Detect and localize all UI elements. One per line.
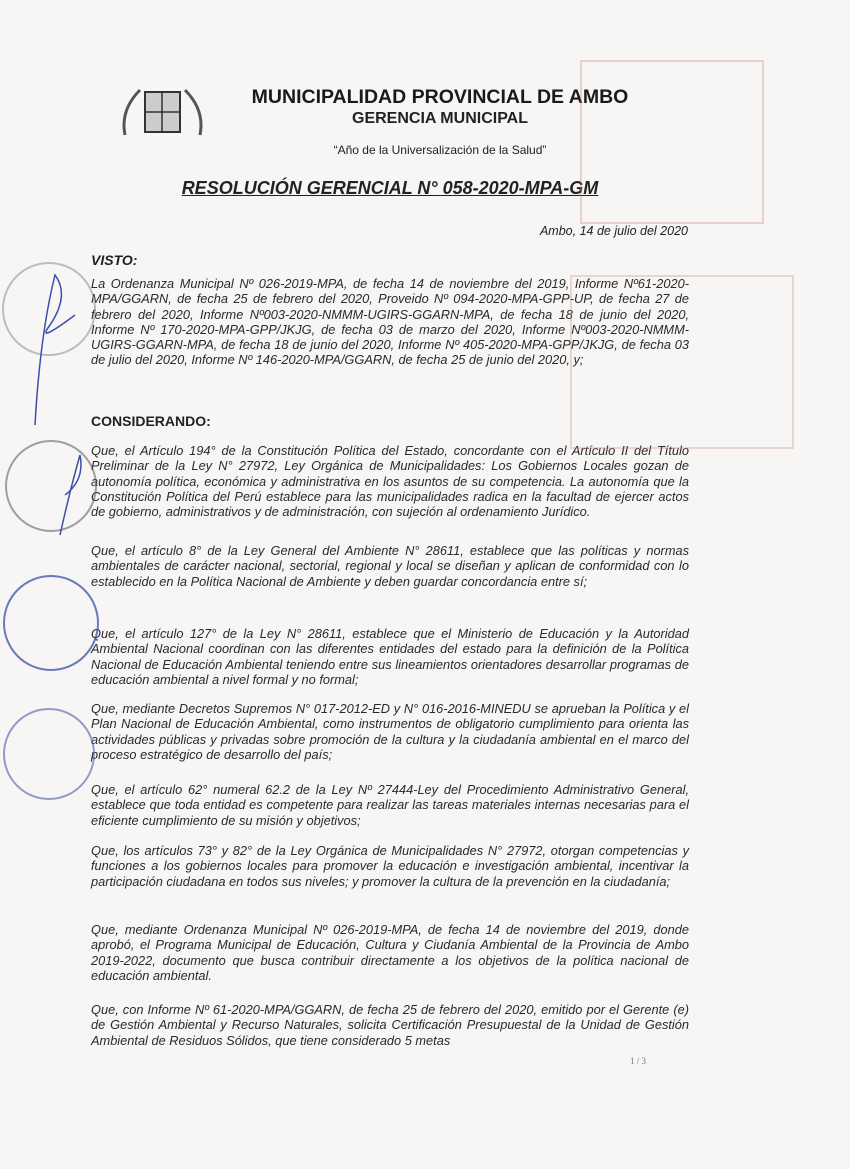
management-stamp (3, 708, 95, 800)
resolution-title: RESOLUCIÓN GERENCIAL N° 058-2020-MPA-GM (181, 178, 599, 198)
reception-stamp (570, 275, 794, 449)
paragraph: Que, el artículo 8° de la Ley General del Ambiente N° 28611, establece que las políticas y normas ambientales de carácter nacional, sectorial, regional y local se diseñan y aplican de conformidad con lo establecido en la Política Nacional de Ambiente y deben guardar concordancia entre sí; (91, 543, 689, 589)
environment-stamp (3, 575, 99, 671)
considerando-heading: CONSIDERANDO: (91, 413, 211, 429)
signature (50, 450, 90, 540)
paragraph: Que, los artículos 73° y 82° de la Ley Orgánica de Municipalidades N° 27972, otorgan competencias y funciones a los gobiernos locales para promover la educación e investigación ambiental, incentivar la participación ciudadana en todos sus niveles; y promover la cultura de la prevención en la ciudadanía; (91, 843, 689, 889)
paragraph: Que, con Informe Nº 61-2020-MPA/GGARN, de fecha 25 de febrero del 2020, emitido por el Gerente (e) de Gestión Ambiental y Recurso Naturales, solicita Certificación Presupuestal de la Unidad de Gestión Ambiental de Residuos Sólidos, que tiene considerado 5 metas (91, 1002, 689, 1048)
visto-heading: VISTO: (91, 252, 138, 268)
paragraph: Que, el artículo 62° numeral 62.2 de la Ley Nº 27444-Ley del Procedimiento Administrativo General, establece que toda entidad es competente para realizar las tareas materiales internas necesarias para el eficiente cumplimiento de su misión y objetivos; (91, 782, 689, 828)
visto-text: La Ordenanza Municipal Nº 026-2019-MPA, de fecha 14 de noviembre del 2019, Informe Nº61-2020-MPA/GGARN, de fecha 25 de febrero del 2020, Proveido Nº 094-2020-MPA-GPP-UP, de fecha 27 de febrero del 2020, Informe Nº003-2020-NMMM-UGIRS-GGARN-MPA, de fecha 18 de junio del 2020, Informe Nº 170-2020-MPA-GPP/JKJG, de fecha 03 de marzo del 2020, Informe Nº003-2020-NMMM-UGIRS-GGARN-MPA, de fecha 18 de junio del 2020, Informe Nº 405-2020-MPA-GPP/JKJG, de fecha 03 de julio del 2020, Informe Nº 146-2020-MPA/GGARN, de fecha 25 de junio del 2020, y; (91, 276, 689, 368)
institution-name: MUNICIPALIDAD PROVINCIAL DE AMBO (251, 86, 629, 108)
document-date: Ambo, 14 de julio del 2020 (539, 224, 688, 238)
paragraph: Que, el Artículo 194° de la Constitución Política del Estado, concordante con el Artículo II del Título Preliminar de la Ley N° 27972, Ley Orgánica de Municipalidades: Los Gobiernos Locales gozan de autonomía política, económica y administrativa en los asuntos de su competencia. La autonomía que la Constitución Política del Perú establece para las municipalidades radica en la facultad de ejercer actos de gobierno, administrativos y de administración, con sujeción al ordenamiento Jurídico. (91, 443, 689, 520)
paragraph: Que, mediante Ordenanza Municipal Nº 026-2019-MPA, de fecha 14 de noviembre del 2019, donde aprobó, el Programa Municipal de Educación, Cultura y Ciudanía Ambiental de la Provincia de Ambo 2019-2022, documento que busca contribuir directamente a los objetivos de la política nacional de educación ambiental. (91, 922, 689, 983)
page-number: 1 / 3 (630, 1056, 647, 1066)
signature (15, 255, 95, 435)
reception-stamp (580, 60, 764, 224)
paragraph: Que, mediante Decretos Supremos N° 017-2012-ED y N° 016-2016-MINEDU se aprueban la Política y el Plan Nacional de Educación Ambiental, como instrumentos de obligatorio cumplimiento para orienta las actividades públicas y privadas sobre promoción de la cultura y la ciudadanía ambiental en el marco del proceso estratégico de desarrollo del país; (91, 701, 689, 762)
year-motto: “Año de la Universalización de la Salud” (333, 143, 547, 157)
paragraph: Que, el artículo 127° de la Ley N° 28611, establece que el Ministerio de Educación y la Autoridad Ambiental Nacional coordinan con las diferentes entidades del estado para la definición de la Política Nacional de Educación Ambiental teniendo entre sus lineamientos orientadores desarrollar programas de educación ambiental a nivel formal y no formal; (91, 626, 689, 687)
department-name: GERENCIA MUNICIPAL (352, 110, 528, 127)
